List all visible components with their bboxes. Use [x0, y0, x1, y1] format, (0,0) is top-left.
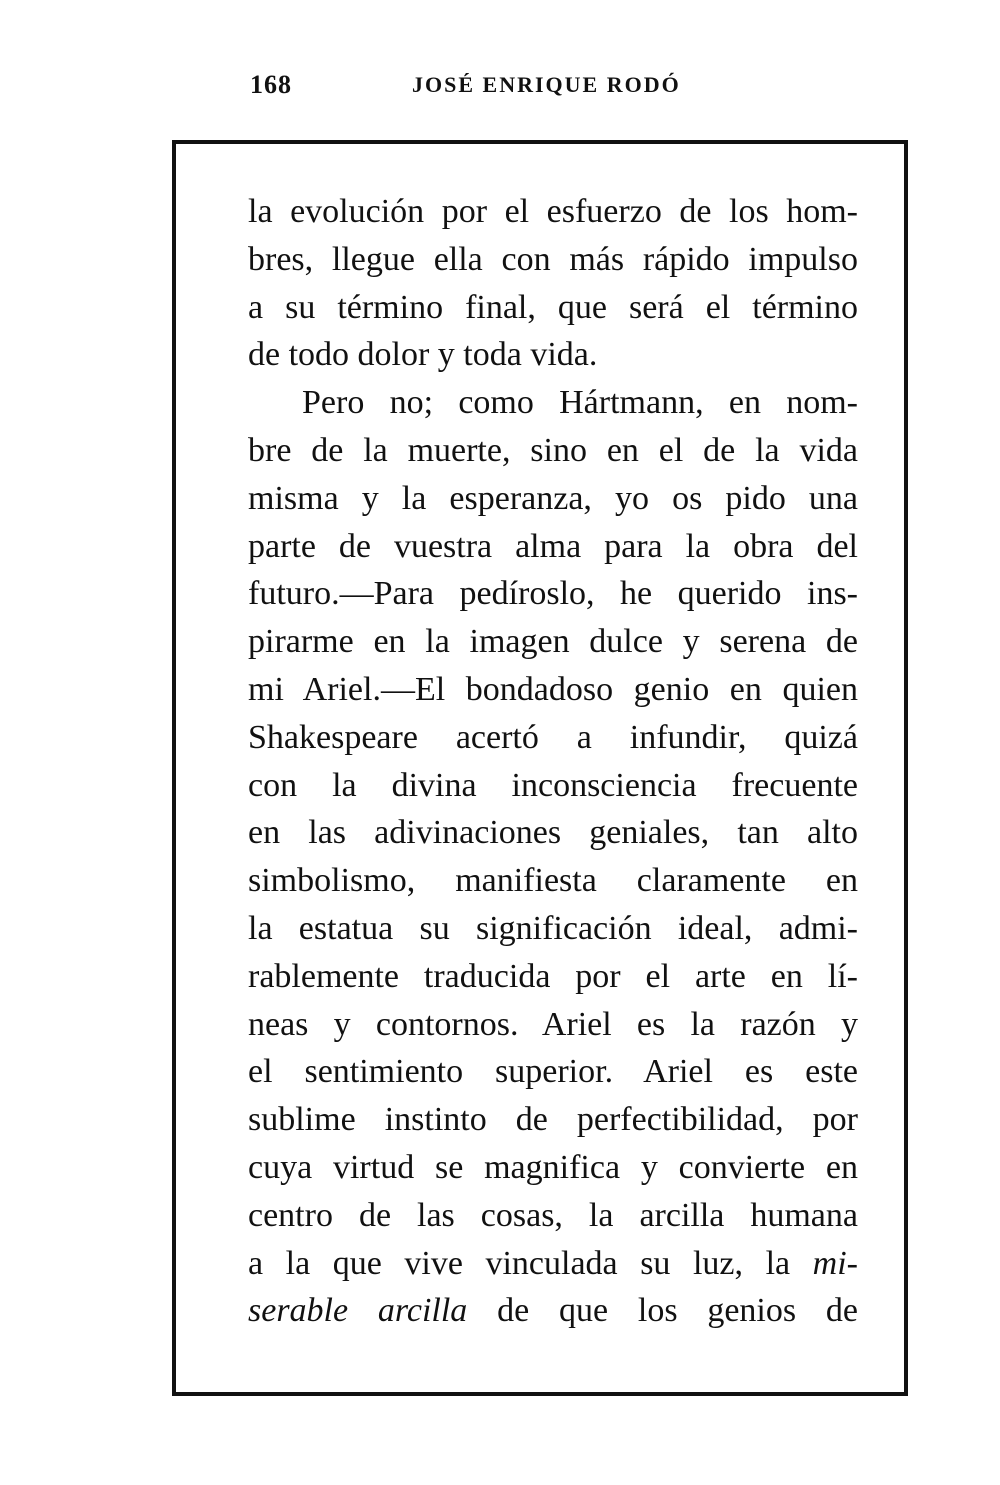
text-line: futuro.—Para pedíroslo, he querido ins- [248, 575, 858, 613]
text-line: sublime instinto de perfectibilidad, por [248, 1101, 858, 1139]
italic-segment: mi- [812, 1244, 858, 1282]
italic-segment: serable arcilla [248, 1292, 468, 1330]
text-segment: de que los genios de [467, 1292, 858, 1330]
text-line: simbolismo, manifiesta claramente en [248, 862, 858, 900]
running-head-author: JOSÉ ENRIQUE RODÓ [412, 72, 681, 97]
text-line: bre de la muerte, sino en el de la vida [248, 431, 858, 469]
text-line: mi Ariel.—El bondadoso genio en quien [248, 670, 858, 708]
text-line: de todo dolor y toda vida. [248, 336, 598, 374]
paragraph-first-line: Pero no; como Hártmann, en nom- [302, 384, 858, 422]
text-line: en las adivinaciones geniales, tan alto [248, 814, 858, 852]
text-line: con la divina inconsciencia frecuente [248, 766, 858, 804]
text-line: neas y contornos. Ariel es la razón y [248, 1005, 858, 1043]
text-line: bres, llegue ella con más rápido impulso [248, 240, 858, 278]
text-line-mixed [248, 1240, 858, 1288]
text-line: la evolución por el esfuerzo de los hom- [248, 193, 858, 230]
text-line: pirarme en la imagen dulce y serena de [248, 623, 858, 661]
text-line: Shakespeare acertó a infundir, quizá [248, 718, 858, 756]
text-line: a su término final, que será el término [248, 288, 858, 326]
page-number: 168 [250, 70, 292, 99]
body-text [248, 188, 858, 1335]
running-head [0, 70, 1000, 106]
text-line: parte de vuestra alma para la obra del [248, 527, 858, 565]
text-line: misma y la esperanza, yo os pido una [248, 479, 858, 517]
text-line: centro de las cosas, la arcilla humana [248, 1196, 858, 1234]
text-line-mixed [248, 1287, 858, 1335]
text-line: la estatua su significación ideal, admi- [248, 909, 858, 947]
text-segment: a la que vive vinculada su luz, la [248, 1244, 813, 1282]
text-line: el sentimiento superior. Ariel es este [248, 1053, 858, 1091]
text-line: rablemente traducida por el arte en lí- [248, 957, 858, 995]
text-line: cuya virtud se magnifica y convierte en [248, 1148, 858, 1186]
